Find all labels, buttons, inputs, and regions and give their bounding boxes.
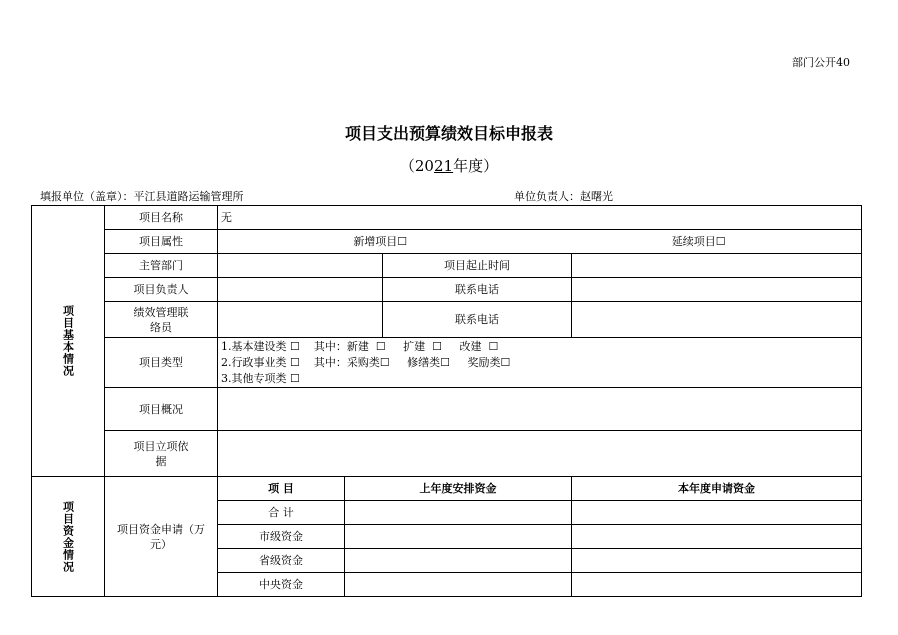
project-name-label: 项目名称 xyxy=(105,206,218,230)
budget-table xyxy=(31,205,862,597)
overview-value xyxy=(218,388,862,431)
attr-new-checkbox[interactable]: 新增项目☐ xyxy=(353,235,408,248)
funds-header-this-year: 本年度申请资金 xyxy=(572,477,862,501)
funds-this-central xyxy=(572,573,862,597)
dept-value xyxy=(218,254,383,278)
row-owner xyxy=(32,278,862,302)
row-dept xyxy=(32,254,862,278)
phone-value xyxy=(572,278,862,302)
page-tag: 部门公开40 xyxy=(792,56,850,69)
perf-value xyxy=(218,302,383,338)
row-funds-header xyxy=(32,477,862,501)
attr-continue-checkbox[interactable]: 延续项目☐ xyxy=(671,235,726,248)
year-close: 年度） xyxy=(453,157,499,175)
type-line-3[interactable]: 3.其他专项类 ☐ xyxy=(221,371,300,385)
funds-item-city: 市级资金 xyxy=(218,525,345,549)
overview-label: 项目概况 xyxy=(105,388,218,431)
dept-label: 主管部门 xyxy=(105,254,218,278)
phone-value-2 xyxy=(572,302,862,338)
funds-last-province xyxy=(345,549,572,573)
funds-item-province: 省级资金 xyxy=(218,549,345,573)
owner-label: 项目负责人 xyxy=(105,278,218,302)
funds-label: 项目资金申请（万元） xyxy=(105,477,218,597)
owner-value xyxy=(218,278,383,302)
row-project-attr xyxy=(32,230,862,254)
row-perf-contact xyxy=(32,302,862,338)
basis-value xyxy=(218,431,862,477)
basis-label: 项目立项依据 xyxy=(105,431,218,477)
row-overview xyxy=(32,388,862,431)
section-basic-cell xyxy=(32,206,105,477)
period-value xyxy=(572,254,862,278)
row-project-type xyxy=(32,338,862,388)
perf-label: 绩效管理联络员 xyxy=(105,302,218,338)
filer-label: 填报单位（盖章）：平江县道路运输管理所 xyxy=(40,190,244,203)
funds-this-city xyxy=(572,525,862,549)
row-project-name xyxy=(32,206,862,230)
section-basic-label: 项目基本情况 xyxy=(61,305,75,377)
funds-last-central xyxy=(345,573,572,597)
phone-label-2: 联系电话 xyxy=(383,302,572,338)
type-label: 项目类型 xyxy=(105,338,218,388)
period-label: 项目起止时间 xyxy=(383,254,572,278)
type-line-1[interactable]: 1.基本建设类 ☐ 其中：新建 ☐ 扩建 ☐ 改建 ☐ xyxy=(221,339,499,353)
funds-header-item: 项 目 xyxy=(218,477,345,501)
year-underlined: 21 xyxy=(433,157,454,175)
phone-label: 联系电话 xyxy=(383,278,572,302)
page-title: 项目支出预算绩效目标申报表 xyxy=(344,124,553,143)
funds-item-total: 合 计 xyxy=(218,501,345,525)
row-basis xyxy=(32,431,862,477)
funds-last-city xyxy=(345,525,572,549)
type-options xyxy=(218,338,862,388)
funds-last-total xyxy=(345,501,572,525)
funds-this-total xyxy=(572,501,862,525)
funds-this-province xyxy=(572,549,862,573)
funds-header-last-year: 上年度安排资金 xyxy=(345,477,572,501)
project-name-value: 无 xyxy=(218,206,862,230)
funds-item-central: 中央资金 xyxy=(218,573,345,597)
year-line xyxy=(0,155,898,176)
section-funds-label: 项目资金情况 xyxy=(61,500,75,573)
project-attr-value xyxy=(218,230,862,254)
project-attr-label: 项目属性 xyxy=(105,230,218,254)
responsible-label: 单位负责人：赵曙光 xyxy=(514,190,613,203)
section-funds-cell xyxy=(32,477,105,597)
year-open: （20 xyxy=(399,157,434,175)
type-line-2[interactable]: 2.行政事业类 ☐ 其中：采购类☐ 修缮类☐ 奖励类☐ xyxy=(221,355,511,369)
